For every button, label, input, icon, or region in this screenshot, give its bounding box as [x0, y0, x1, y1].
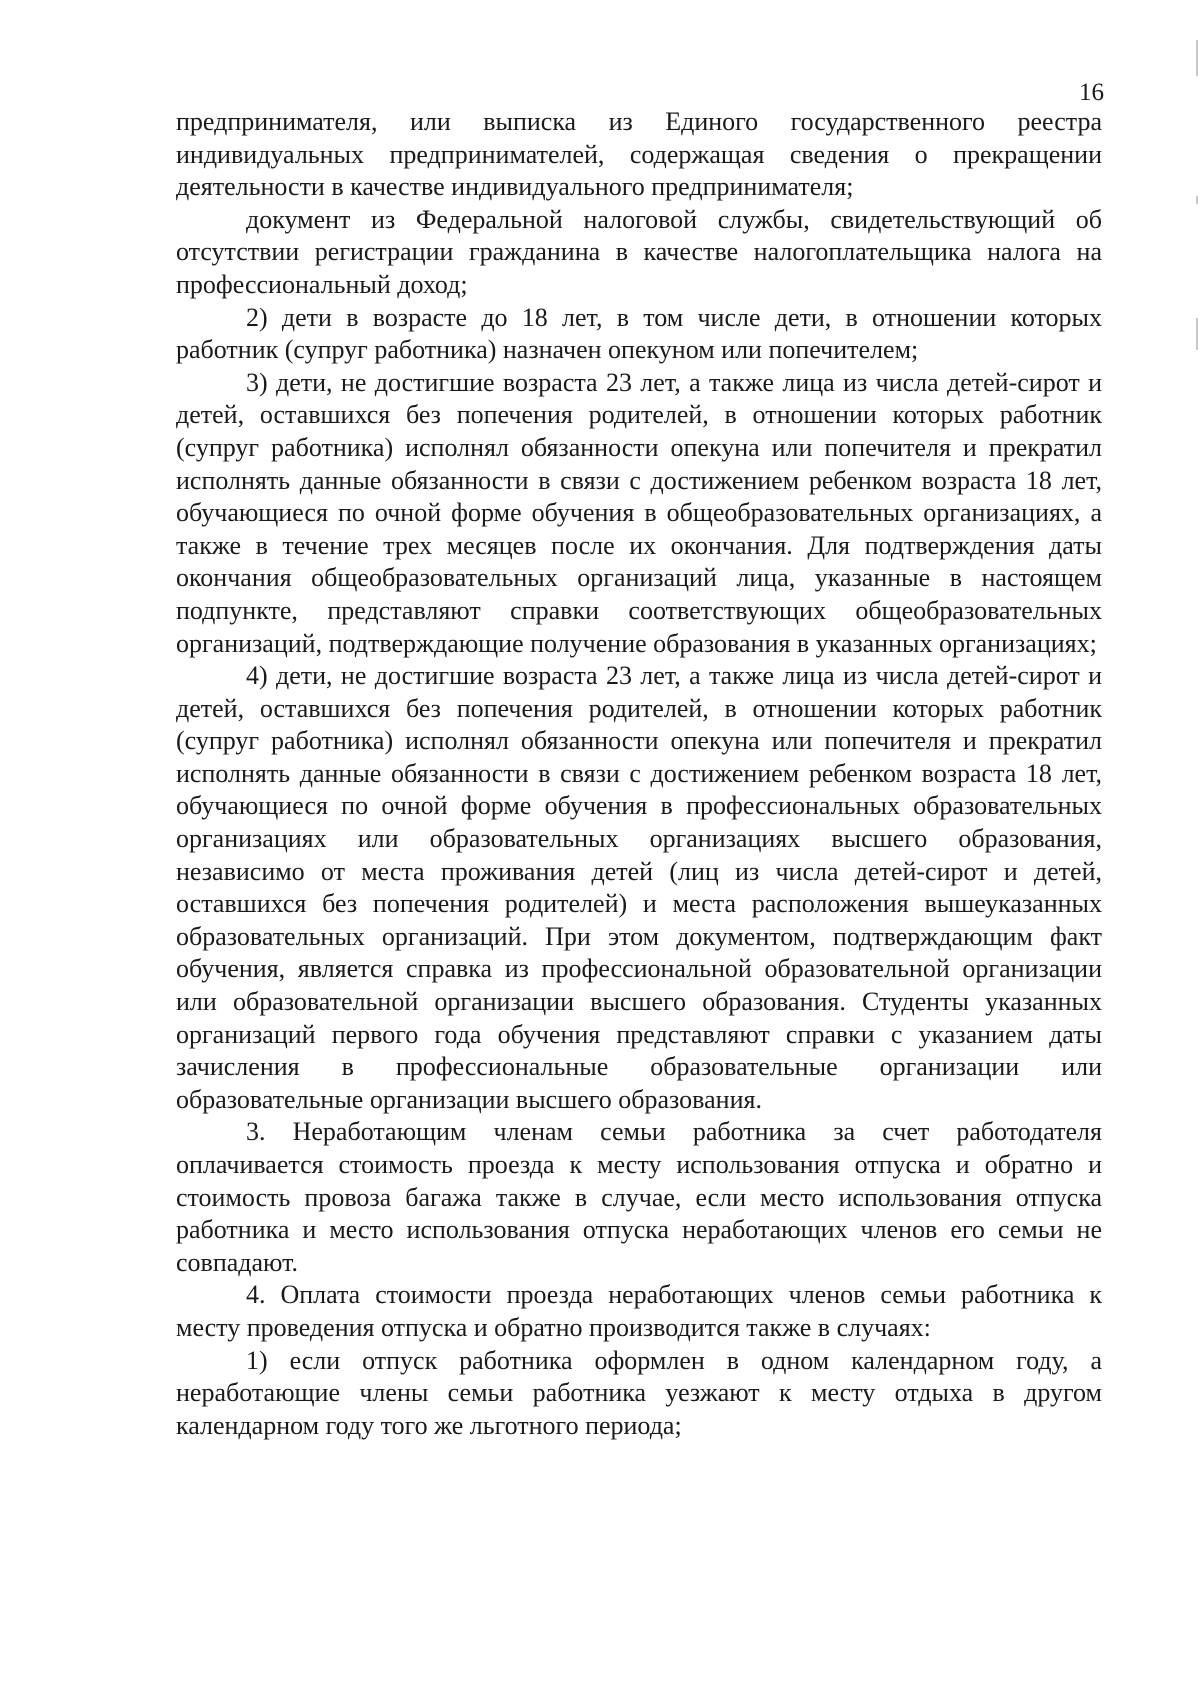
scan-artifact [1196, 318, 1198, 350]
paragraph-7: 4. Оплата стоимости проезда неработающих членов семьи работника к месту проведения отпуска и обратно производится также в случаях: [176, 1280, 1102, 1342]
scan-artifact [1196, 40, 1198, 76]
paragraph-4: 3) дети, не достигшие возраста 23 лет, а также лица из числа детей-сирот и детей, оставшихся без попечения родителей, в отношении которых работник (супруг работника) исполнял обязанности опекуна или попечителя и прекратил исполнять данные обязанности в связи с достижением ребенком возраста 18 лет, обучающиеся по очной форме обучения в общеобразовательных организациях, а также в течение трех месяцев после их окончания. Для подтверждения даты окончания общеобразовательных организаций лица, указанные в настоящем подпункте, представляют справки соответствующих общеобразовательных организаций, подтверждающие получение образования в указанных организациях; [176, 367, 1102, 658]
paragraph-5: 4) дети, не достигшие возраста 23 лет, а также лица из числа детей-сирот и детей, оставшихся без попечения родителей, в отношении которых работник (супруг работника) исполнял обязанности опекуна или попечителя и прекратил исполнять данные обязанности в связи с достижением ребенком возраста 18 лет, обучающиеся по очной форме обучения в профессиональных образовательных организациях или образовательных организациях высшего образования, независимо от места проживания детей (лиц из числа детей-сирот и детей, оставшихся без попечения родителей) и места расположения вышеуказанных образовательных организаций. При этом документом, подтверждающим факт обучения, является справка из профессиональной образовательной организации или образовательной организации высшего образования. Студенты указанных организаций первого года обучения представляют справки с указанием даты зачисления в профессиональные образовательные организации или образовательные организации высшего образования. [176, 661, 1102, 1114]
page-number: 16 [1079, 79, 1104, 106]
paragraph-8: 1) если отпуск работника оформлен в одном календарном году, а неработающие члены семьи работника уезжают к месту отдыха в другом календарном году того же льготного периода; [176, 1345, 1102, 1440]
scan-artifact [1196, 196, 1198, 204]
paragraph-1: предпринимателя, или выписка из Единого государственного реестра индивидуальных предпринимателей, содержащая сведения о прекращении деятельности в качестве индивидуального предпринимателя; [176, 107, 1102, 202]
paragraph-6: 3. Неработающим членам семьи работника за счет работодателя оплачивается стоимость проезда к месту использования отпуска и обратно и стоимость провоза багажа также в случае, если место использования отпуска работника и место использования отпуска неработающих членов его семьи не совпадают. [176, 1117, 1102, 1277]
paragraph-3: 2) дети в возрасте до 18 лет, в том числе дети, в отношении которых работник (супруг работника) назначен опекуном или попечителем; [176, 302, 1102, 365]
paragraph-2: документ из Федеральной налоговой службы, свидетельствующий об отсутствии регистрации гражданина в качестве налогоплательщика налога на профессиональный доход; [176, 204, 1102, 299]
document-body [176, 106, 1102, 1442]
